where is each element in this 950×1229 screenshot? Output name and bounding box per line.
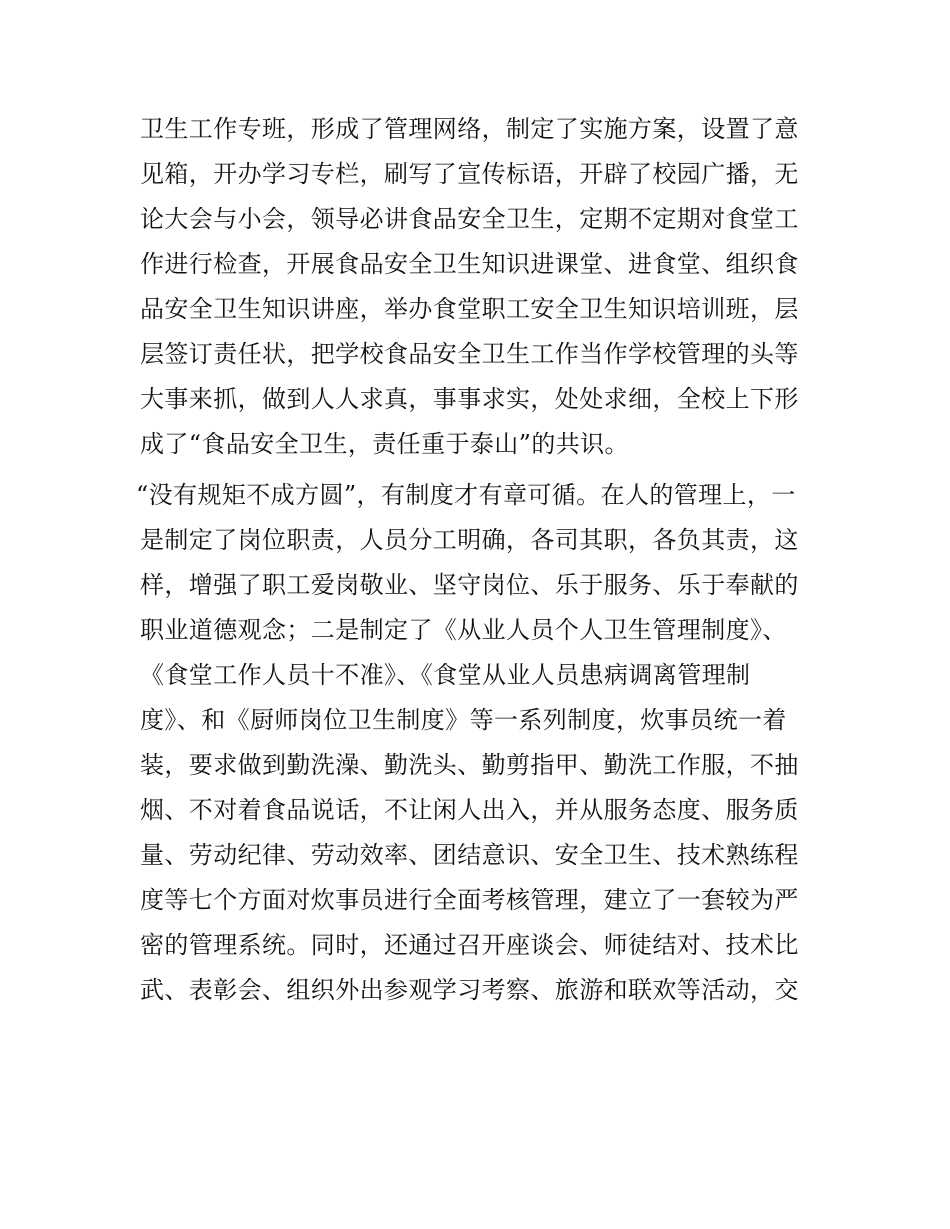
text-line: 武、表彰会、组织外出参观学习考察、旅游和联欢等活动，交: [140, 976, 799, 1004]
text-line: 量、劳动纪律、劳动效率、团结意识、安全卫生、技术熟练程: [140, 841, 799, 869]
text-line: 烟、不对着食品说话，不让闲人出入，并从服务态度、服务质: [140, 796, 799, 824]
text-line: 成了“食品安全卫生，责任重于泰山”的共识。: [140, 430, 629, 458]
text-line: 度等七个方面对炊事员进行全面考核管理，建立了一套较为严: [140, 886, 799, 914]
text-line: 卫生工作专班，形成了管理网络，制定了实施方案，设置了意: [140, 115, 799, 143]
text-line: “没有规矩不成方圆”，有制度才有章可循。在人的管理上，一: [136, 481, 796, 509]
body-text: [136, 107, 820, 1013]
text-line: 品安全卫生知识讲座，举办食堂职工安全卫生知识培训班，层: [140, 295, 799, 323]
text-line: 论大会与小会，领导必讲食品安全卫生，定期不定期对食堂工: [140, 205, 799, 233]
text-line: 密的管理系统。同时，还通过召开座谈会、师徒结对、技术比: [140, 931, 799, 959]
text-line: 度》、和《厨师岗位卫生制度》等一系列制度，炊事员统一着: [140, 706, 787, 734]
text-line: 大事来抓，做到人人求真，事事求实，处处求细，全校上下形: [140, 385, 799, 413]
text-line: 装，要求做到勤洗澡、勤洗头、勤剪指甲、勤洗工作服，不抽: [140, 751, 799, 779]
text-line: 职业道德观念；二是制定了《从业人员个人卫生管理制度》、: [140, 616, 787, 644]
text-line: 样，增强了职工爱岗敬业、坚守岗位、乐于服务、乐于奉献的: [140, 571, 799, 599]
text-line: 《食堂工作人员十不准》、《食堂从业人员患病调离管理制: [140, 661, 751, 689]
text-line: 是制定了岗位职责，人员分工明确，各司其职，各负其责，这: [140, 526, 799, 554]
text-line: 作进行检查，开展食品安全卫生知识进课堂、进食堂、组织食: [140, 250, 799, 278]
text-line: 层签订责任状，把学校食品安全卫生工作当作学校管理的头等: [140, 340, 799, 368]
text-line: 见箱，开办学习专栏，刷写了宣传标语，开辟了校园广播，无: [140, 160, 799, 188]
